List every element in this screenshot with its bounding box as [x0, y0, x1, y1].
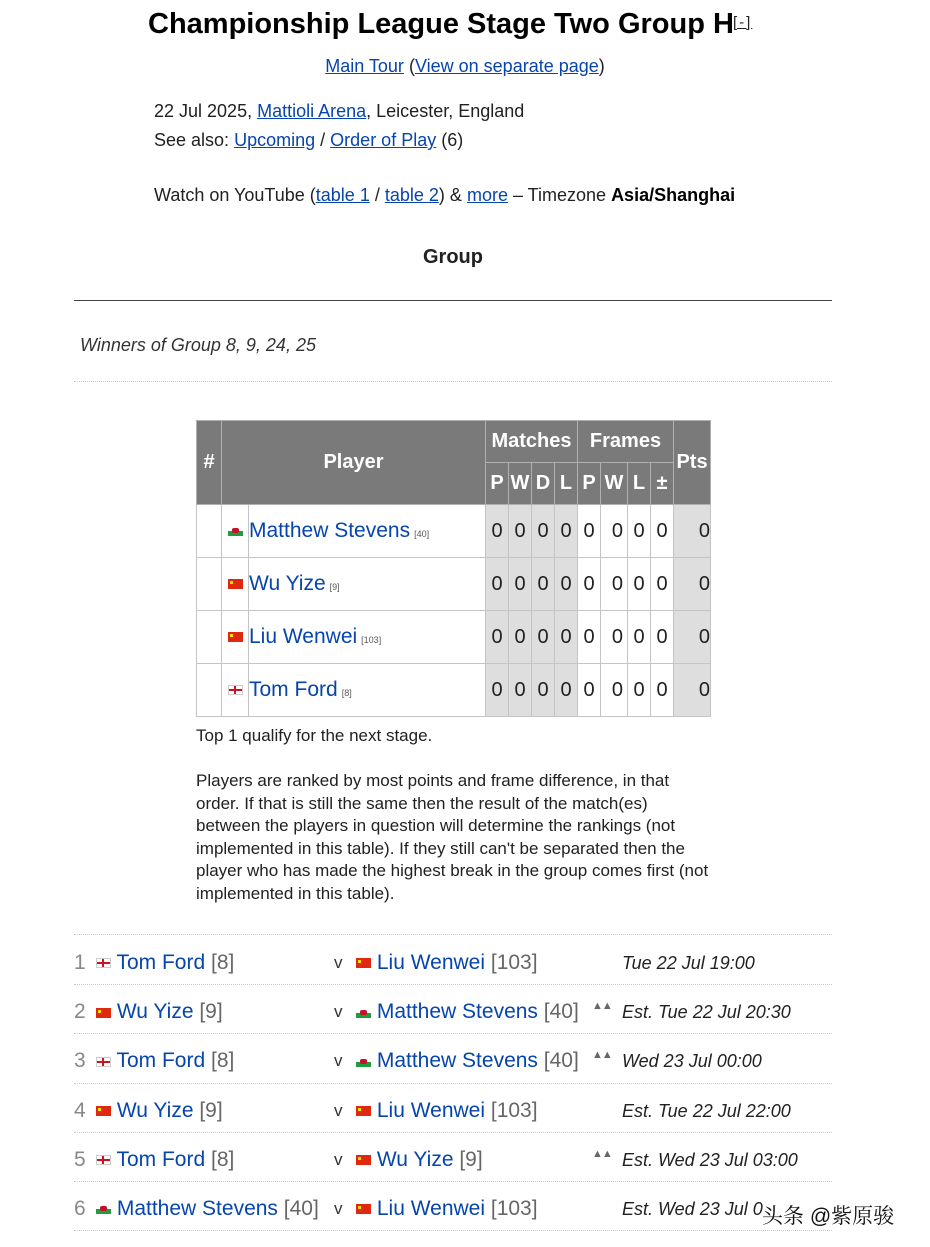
player-seed: [103]	[490, 1197, 538, 1220]
player-link[interactable]: Matthew Stevens	[376, 1000, 538, 1024]
col-matches-lost: L	[555, 463, 578, 505]
match-number: 5	[74, 1147, 86, 1171]
player-link[interactable]: Matthew Stevens	[249, 519, 411, 542]
position-cell	[197, 558, 222, 611]
matches-lost: 0	[555, 611, 578, 664]
ranking-note: Players are ranked by most points and frame difference, in that order. If that is still the same then the result of the match(es) between the players in question will determine the rankings (not implemented in this table). If they still can't be separated then the player who has made the highest break in the group comes first (not implemented in this table).	[196, 771, 709, 903]
divider	[74, 1230, 832, 1231]
event-location: , Leicester, England	[366, 101, 525, 121]
col-frames-played: P	[578, 463, 601, 505]
china-flag-icon	[356, 1155, 371, 1165]
separator: /	[320, 130, 326, 150]
player-seed: [103]	[490, 951, 538, 974]
versus-label: v	[334, 1051, 343, 1071]
wales-flag-icon	[228, 526, 243, 536]
player-link[interactable]: Matthew Stevens	[376, 1049, 538, 1073]
table1-link[interactable]: table 1	[315, 185, 370, 205]
china-flag-icon	[356, 1106, 371, 1116]
player-seed: [8]	[211, 951, 235, 974]
col-pts: Pts	[674, 421, 711, 505]
points: 0	[674, 505, 711, 558]
position-cell	[197, 505, 222, 558]
player-cell	[249, 664, 486, 717]
versus-label: v	[334, 1100, 343, 1120]
player-link[interactable]: Wu Yize	[116, 1098, 194, 1122]
match-row	[74, 1035, 832, 1083]
match-number: 4	[74, 1098, 86, 1122]
matches-won: 0	[509, 505, 532, 558]
match-row	[74, 1183, 832, 1231]
separator: /	[374, 185, 380, 205]
england-flag-icon	[228, 685, 243, 695]
watch-mid: ) &	[438, 185, 462, 205]
divider	[74, 1033, 832, 1034]
player-one	[96, 1197, 319, 1221]
points: 0	[674, 558, 711, 611]
table-row	[197, 558, 711, 611]
china-flag-icon	[228, 632, 243, 642]
player-one	[96, 1049, 234, 1073]
points: 0	[674, 664, 711, 717]
match-row	[74, 1085, 832, 1133]
divider	[74, 1181, 832, 1182]
match-time: Tue 22 Jul 19:00	[622, 953, 755, 973]
col-frames-diff: ±	[651, 463, 674, 505]
col-frames-won: W	[601, 463, 628, 505]
player-two	[356, 951, 538, 975]
match-time: Est. Tue 22 Jul 20:30	[622, 1002, 791, 1023]
player-seed: [9]	[199, 1000, 223, 1024]
frames-diff: 0	[651, 611, 674, 664]
more-link[interactable]: more	[466, 185, 508, 205]
player-seed: [9]	[459, 1147, 483, 1171]
player-link[interactable]: Liu Wenwei	[376, 951, 486, 974]
divider	[74, 1132, 832, 1133]
col-player: Player	[222, 421, 486, 505]
col-frames: Frames	[578, 421, 674, 463]
paren-close: )	[598, 56, 605, 76]
table2-link[interactable]: table 2	[384, 185, 439, 205]
event-date: 22 Jul 2025,	[154, 101, 253, 121]
watch-info	[154, 185, 735, 206]
player-link[interactable]: Wu Yize	[116, 1000, 194, 1024]
player-link[interactable]: Liu Wenwei	[376, 1098, 486, 1122]
divider	[74, 984, 832, 985]
versus-label: v	[334, 1002, 343, 1022]
matches-won: 0	[509, 611, 532, 664]
col-matches-drawn: D	[532, 463, 555, 505]
see-also-label: See also:	[154, 130, 230, 150]
frames-played: 0	[578, 664, 601, 717]
divider	[74, 1083, 832, 1084]
china-flag-icon	[356, 1204, 371, 1214]
player-seed: [103]	[361, 635, 382, 645]
order-count: (6)	[441, 130, 464, 150]
wales-flag-icon	[356, 1057, 371, 1067]
match-time: Wed 23 Jul 00:00	[622, 1051, 762, 1072]
frames-diff: 0	[651, 505, 674, 558]
table-row	[197, 505, 711, 558]
matches-played: 0	[486, 558, 509, 611]
player-one	[96, 1099, 223, 1123]
player-two	[356, 1099, 538, 1123]
watch-prefix: Watch on YouTube (	[154, 185, 316, 205]
frames-played: 0	[578, 505, 601, 558]
player-link[interactable]: Tom Ford	[249, 678, 338, 701]
position-cell	[197, 611, 222, 664]
player-seed: [9]	[199, 1098, 223, 1122]
col-matches-played: P	[486, 463, 509, 505]
player-seed: [8]	[211, 1147, 235, 1171]
see-also	[154, 130, 463, 151]
timezone-value: Asia/Shanghai	[611, 185, 736, 205]
player-cell	[249, 611, 486, 664]
match-number: 1	[74, 951, 86, 974]
position-cell	[197, 664, 222, 717]
player-seed: [40]	[414, 529, 430, 539]
matches-played: 0	[486, 664, 509, 717]
player-link[interactable]: Tom Ford	[116, 1147, 206, 1171]
col-pos: #	[197, 421, 222, 505]
match-number: 6	[74, 1197, 86, 1220]
frames-played: 0	[578, 611, 601, 664]
timezone-label: – Timezone	[512, 185, 607, 205]
frames-won: 0	[601, 505, 628, 558]
player-link[interactable]: Wu Yize	[249, 572, 326, 595]
flag-cell	[222, 505, 249, 558]
event-info	[154, 101, 524, 122]
main-tour-link[interactable]: Main Tour	[325, 56, 404, 76]
col-matches: Matches	[486, 421, 578, 463]
player-link[interactable]: Tom Ford	[116, 951, 206, 974]
versus-label: v	[334, 1149, 343, 1169]
frames-diff: 0	[651, 664, 674, 717]
upcoming-link[interactable]: Upcoming	[234, 130, 316, 150]
match-time: Est. Wed 23 Jul 0	[622, 1199, 763, 1219]
winners-note: Winners of Group 8, 9, 24, 25	[80, 335, 316, 355]
player-link[interactable]: Tom Ford	[116, 1049, 206, 1073]
match-number: 3	[74, 1049, 86, 1073]
match-number: 2	[74, 1000, 86, 1024]
qualify-note: Top 1 qualify for the next stage.	[196, 726, 433, 745]
divider	[74, 934, 832, 935]
divider	[74, 300, 832, 301]
england-flag-icon	[96, 1155, 111, 1165]
matches-won: 0	[509, 558, 532, 611]
wales-flag-icon	[356, 1008, 371, 1018]
flag-cell	[222, 558, 249, 611]
match-row	[74, 1134, 832, 1182]
subnav	[0, 56, 930, 77]
frames-lost: 0	[628, 664, 651, 717]
player-link[interactable]: Liu Wenwei	[376, 1197, 486, 1220]
player-link[interactable]: Liu Wenwei	[249, 625, 358, 648]
matches-won: 0	[509, 664, 532, 717]
player-seed: [9]	[329, 582, 340, 592]
matches-lost: 0	[555, 505, 578, 558]
matches-lost: 0	[555, 558, 578, 611]
match-time: Est. Tue 22 Jul 22:00	[622, 1100, 791, 1121]
stream-icon[interactable]: ▲▲	[592, 1049, 612, 1062]
stream-icon[interactable]: ▲▲	[592, 1147, 612, 1160]
frames-diff: 0	[651, 558, 674, 611]
page-title: Championship League Stage Two Group H	[148, 8, 734, 40]
paren-open: (	[408, 56, 415, 76]
matches-played: 0	[486, 611, 509, 664]
matches-drawn: 0	[532, 611, 555, 664]
player-cell	[249, 558, 486, 611]
player-seed: [40]	[543, 1049, 579, 1073]
table-row	[197, 611, 711, 664]
player-two	[356, 1000, 579, 1024]
china-flag-icon	[356, 958, 371, 968]
china-flag-icon	[96, 1008, 111, 1018]
match-row	[74, 937, 832, 985]
frames-played: 0	[578, 558, 601, 611]
col-matches-won: W	[509, 463, 532, 505]
versus-label: v	[334, 1199, 343, 1218]
points: 0	[674, 611, 711, 664]
player-link[interactable]: Matthew Stevens	[116, 1197, 278, 1220]
player-one	[96, 1148, 234, 1172]
matches-drawn: 0	[532, 664, 555, 717]
player-seed: [40]	[283, 1197, 319, 1220]
order-of-play-link[interactable]: Order of Play	[330, 130, 437, 150]
player-two	[356, 1197, 538, 1221]
england-flag-icon	[96, 958, 111, 968]
player-seed: [103]	[490, 1098, 538, 1122]
player-two	[356, 1148, 483, 1172]
frames-lost: 0	[628, 505, 651, 558]
separate-page-link[interactable]: View on separate page	[414, 56, 599, 76]
matches-drawn: 0	[532, 505, 555, 558]
venue-link[interactable]: Mattioli Arena	[257, 101, 367, 121]
matches-drawn: 0	[532, 558, 555, 611]
flag-cell	[222, 664, 249, 717]
stream-icon[interactable]: ▲▲	[592, 1000, 612, 1013]
wales-flag-icon	[96, 1204, 111, 1214]
collapse-toggle[interactable]: [-]	[733, 14, 753, 31]
china-flag-icon	[96, 1106, 111, 1116]
frames-lost: 0	[628, 611, 651, 664]
col-frames-lost: L	[628, 463, 651, 505]
divider	[74, 381, 832, 382]
england-flag-icon	[96, 1057, 111, 1067]
match-time: Est. Wed 23 Jul 03:00	[622, 1149, 798, 1170]
frames-lost: 0	[628, 558, 651, 611]
standings-table	[196, 420, 711, 717]
frames-won: 0	[601, 558, 628, 611]
frames-won: 0	[601, 664, 628, 717]
player-seed: [8]	[341, 688, 352, 698]
flag-cell	[222, 611, 249, 664]
matches-played: 0	[486, 505, 509, 558]
frames-won: 0	[601, 611, 628, 664]
player-seed: [40]	[543, 1000, 579, 1024]
watermark: 头条 @紫原骏	[762, 1205, 895, 1228]
matches-lost: 0	[555, 664, 578, 717]
china-flag-icon	[228, 579, 243, 589]
player-two	[356, 1049, 579, 1073]
match-row	[74, 986, 832, 1034]
player-cell	[249, 505, 486, 558]
group-heading: Group	[423, 246, 483, 268]
table-row	[197, 664, 711, 717]
versus-label: v	[334, 953, 343, 972]
player-one	[96, 1000, 223, 1024]
player-one	[96, 951, 234, 975]
player-link[interactable]: Wu Yize	[376, 1147, 454, 1171]
player-seed: [8]	[211, 1049, 235, 1073]
